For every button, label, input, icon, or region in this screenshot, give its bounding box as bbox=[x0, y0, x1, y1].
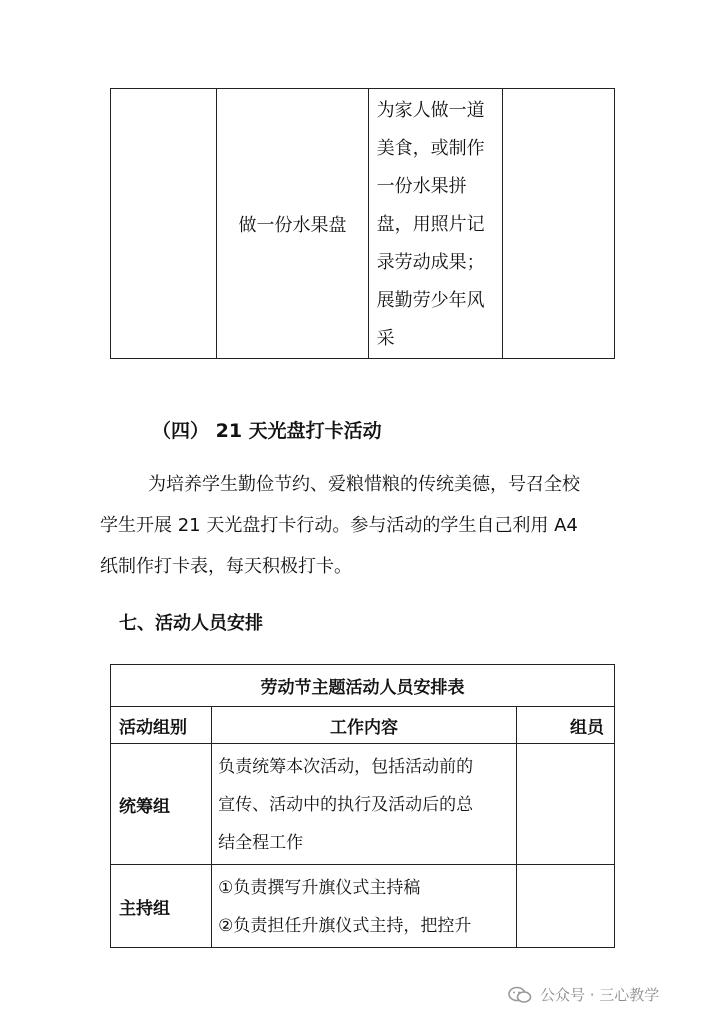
table-title-row bbox=[111, 665, 615, 707]
table-row bbox=[111, 865, 615, 948]
description-line: 结全程工作 bbox=[218, 833, 304, 853]
group-name: 主持组 bbox=[111, 865, 212, 948]
table-title: 劳动节主题活动人员安排表 bbox=[111, 665, 615, 707]
section-7-heading: 七、活动人员安排 bbox=[119, 613, 263, 634]
paragraph-line: 学生开展 21 天光盘打卡行动。参与活动的学生自己利用 A4 bbox=[100, 515, 578, 536]
content-line: 录劳动成果； bbox=[376, 252, 485, 273]
description-line: 负责统筹本次活动，包括活动前的 bbox=[218, 757, 474, 777]
header-work: 工作内容 bbox=[212, 707, 517, 744]
header-members: 组员 bbox=[516, 707, 614, 744]
table-cell-empty bbox=[111, 89, 217, 359]
members-cell bbox=[516, 744, 614, 865]
paragraph-line: 纸制作打卡表，每天积极打卡。 bbox=[100, 556, 352, 577]
table-cell-empty bbox=[502, 89, 614, 359]
table-row bbox=[111, 89, 615, 359]
content-line: 美食，或制作 bbox=[376, 138, 485, 159]
paragraph-line: 为培养学生勤俭节约、爱粮惜粮的传统美德，号召全校 bbox=[148, 474, 580, 495]
work-description bbox=[212, 744, 517, 865]
activity-content-cell bbox=[368, 89, 502, 359]
table-header-row bbox=[111, 707, 615, 744]
work-description bbox=[212, 865, 517, 948]
content-line: 盘，用照片记 bbox=[376, 214, 485, 235]
activity-name-cell: 做一份水果盘 bbox=[217, 89, 368, 359]
group-name: 统筹组 bbox=[111, 744, 212, 865]
members-cell bbox=[516, 865, 614, 948]
section-4-heading: （四） 21 天光盘打卡活动 bbox=[152, 420, 382, 442]
content-line: 为家人做一道 bbox=[376, 100, 485, 121]
description-line: ①负责撰写升旗仪式主持稿 bbox=[218, 878, 421, 898]
activity-table-continued bbox=[110, 88, 615, 359]
content-line: 展勤劳少年风 bbox=[376, 290, 485, 311]
header-group: 活动组别 bbox=[111, 707, 212, 744]
table-row bbox=[111, 744, 615, 865]
watermark-text: 公众号 · 三心教学 bbox=[540, 986, 660, 1004]
wechat-icon bbox=[508, 986, 532, 1004]
watermark bbox=[508, 984, 659, 1005]
staff-arrangement-table bbox=[110, 664, 615, 948]
content-line: 采 bbox=[376, 328, 395, 349]
content-line: 一份水果拼 bbox=[376, 176, 467, 197]
description-line: ②负责担任升旗仪式主持，把控升 bbox=[218, 916, 472, 936]
description-line: 宣传、活动中的执行及活动后的总 bbox=[218, 795, 474, 815]
section-4-paragraph bbox=[100, 464, 625, 587]
